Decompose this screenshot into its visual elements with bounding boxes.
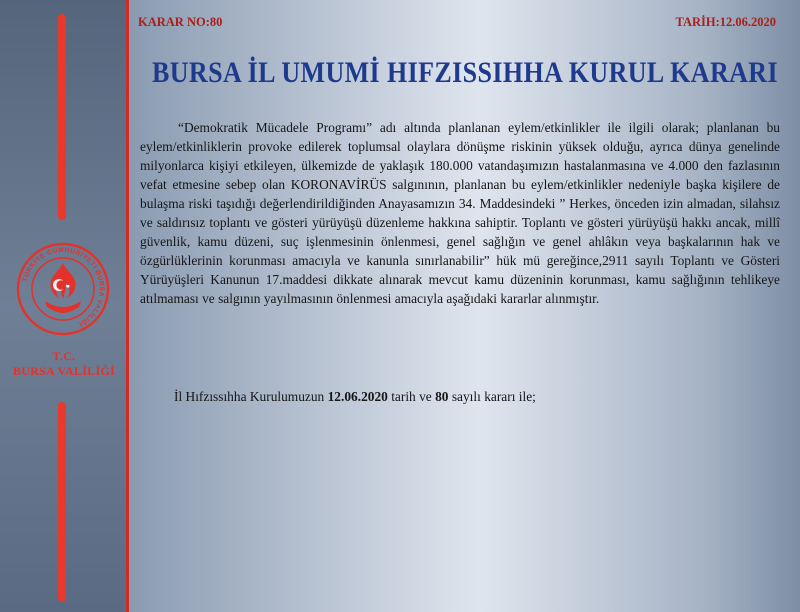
sidebar-divider [126,0,129,612]
document-header [130,15,790,33]
body-paragraph: “Demokratik Mücadele Programı” adı altında planlanan eylem/etkinlikler ile ilgili olarak; planlanan bu eylem/etkinliklerin provoke edilerek toplumsal olaylara dönüşme riskinin yüksek olduğu, ayrıca dünya genelinde milyonlarca kişiyi etkileyen, ülkemizde de yaklaşık 180.000 vatandaşımızın hastalanmasına ve 4.000 den fazlasının vefat etmesine sebep olan KORONAVİRÜS salgınının, planlanan bu eylem/etkinlikler nedeniyle başka kişilere de bulaşma riski taşıdığı değerlendirildiğinden Anayasamızın 34. Maddesindeki ” Herkes, önceden izin almadan, silahsız ve saldırısız toplantı ve gösteri yürüyüşü düzenleme hakkına sahiptir. Toplantı ve gösteri yürüyüşü hakkı ancak, millî güvenlik, kamu düzeni, suç işlenmesinin önlenmesi, genel sağlığın ve genel ahlâkın veya başkalarının hak ve özgürlüklerinin korunması amacıyla ve kanunla sınırlanabilir” hük mü gereğince,2911 sayılı Toplantı ve Gösteri Yürüyüşleri Kanunun 17.maddesi dikkate alınarak mevcut kamu düzeninin korunması, kamu sağlığının tehlikeye atılmaması ve salgının yayılmasının önlenmesi amacıyla aşağıdaki kararlar alınmıştır. [140,120,780,306]
sidebar-top-bar [58,14,66,220]
closing-number: 80 [435,389,449,404]
document-body [140,118,780,308]
decision-date: TARİH:12.06.2020 [675,15,776,29]
governorship-emblem-icon [15,241,111,337]
closing-text-part1: İl Hıfzıssıhha Kurulumuzun [174,389,328,404]
page-title: BURSA İL UMUMİ HIFZISSIHHA KURUL KARARI [152,56,778,89]
decision-number: KARAR NO:80 [138,15,223,29]
closing-line [174,389,774,405]
closing-text-part3: sayılı kararı ile; [448,389,536,404]
emblem-caption-tc: T.C. [52,349,76,363]
sidebar-bottom-bar [58,402,66,602]
emblem-caption-governorship: BURSA VALİLİĞİ [12,364,116,378]
emblem-ring-text: TÜRKİYE CUMHURİYETİ BURSA VALİLİĞİ [21,246,106,328]
closing-text-part2: tarih ve [387,389,436,404]
closing-date: 12.06.2020 [327,389,388,404]
